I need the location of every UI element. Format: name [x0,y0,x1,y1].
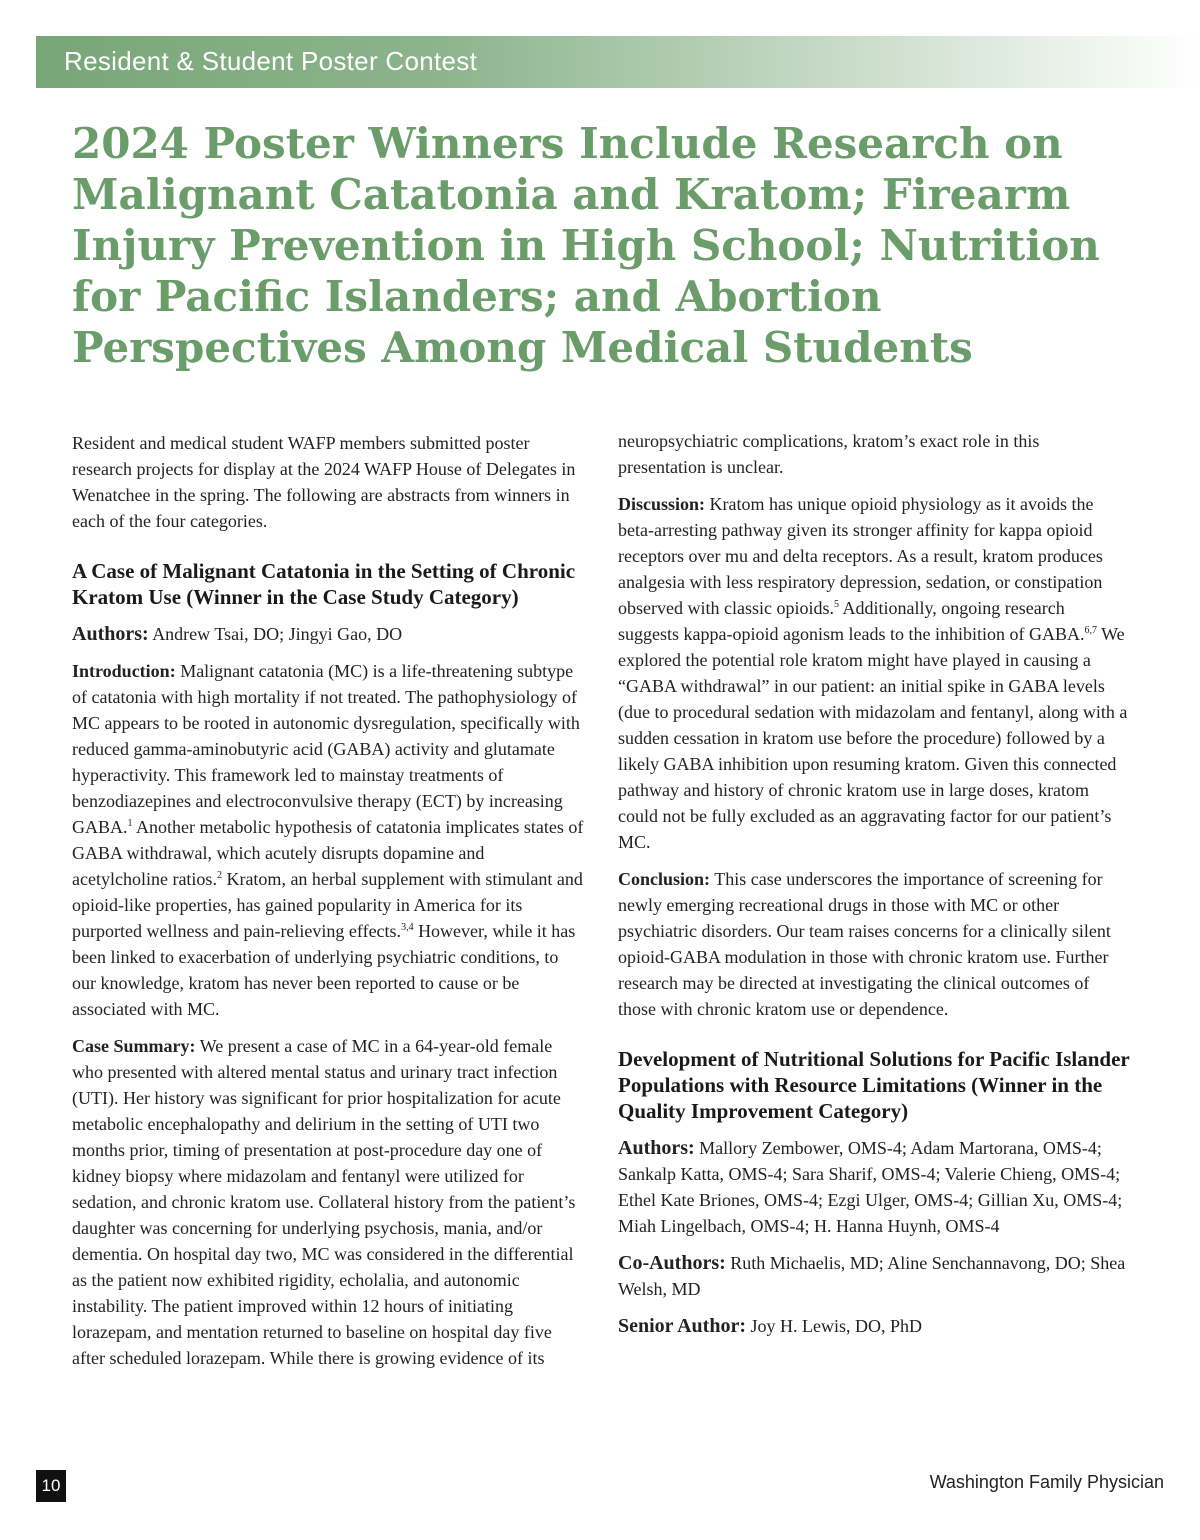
page-number: 10 [36,1470,66,1502]
article2-title: Development of Nutritional Solutions for Pacific Islander Populations with Resource Limitations (Winner in the Quality Improvement Category) [618,1047,1130,1123]
article2-senior-author: Senior Author: Joy H. Lewis, DO, PhD [618,1315,922,1337]
article2-coauthors: Co-Authors: Ruth Michaelis, MD; Aline Senchannavong, DO; Shea Welsh, MD [618,1252,1126,1299]
right-column [618,428,1130,1350]
article2-authors: Authors: Mallory Zembower, OMS-4; Adam Martorana, OMS-4; Sankalp Katta, OMS-4; Sara Sharif, OMS-4; Valerie Chieng, OMS-4; Ethel Kate Briones, OMS-4; Ezgi Ulger, OMS-4; Gillian Xu, OMS-4; Miah Lingelbach, OMS-4; H. Hanna Huynh, OMS-4 [618,1137,1123,1236]
article1-conclusion: Conclusion: This case underscores the importance of screening for newly emerging recreational drugs in those with MC or other psychiatric disorders. Our team raises concerns for a clinically silent opioid-GABA modulation in those with chronic kratom use. Further research may be directed at investigating the clinical outcomes of those with chronic kratom use or dependence. [618,869,1111,1019]
article1-case-continued: neuropsychiatric complications, kratom’s exact role in this presentation is unclear. [618,431,1040,477]
intro-paragraph: Resident and medical student WAFP members submitted poster research projects for display at the 2024 WAFP House of Delegates in Wenatchee in the spring. The following are abstracts from winners in each of the four categories. [72,433,576,531]
left-column [72,430,584,1382]
article1-discussion: Discussion: Kratom has unique opioid physiology as it avoids the beta-arresting pathway given its stronger affinity for kappa opioid receptors over mu and delta receptors. As a result, kratom produces analgesia with less respiratory depression, sedation, or constipation observed with classic opioids.$^5$ Additionally, ongoing research suggests kappa-opioid agonism leads to the inhibition of GABA.$^{6,7}$ We explored the potential role kratom might have played in causing a “GABA withdrawal” in our patient: an initial spike in GABA levels (due to procedural sedation with midazolam and fentanyl, along with a sudden cessation in kratom use before the procedure) followed by a likely GABA inhibition upon resuming kratom. Given this connected pathway and history of chronic kratom use in large doses, kratom could not be fully excluded as an aggravating factor for our patient’s MC. [618,494,1128,852]
article1-authors: Authors: Andrew Tsai, DO; Jingyi Gao, DO [72,623,403,645]
article1-title: A Case of Malignant Catatonia in the Setting of Chronic Kratom Use (Winner in the Case Study Category) [72,559,576,609]
article1-case-summary: Case Summary: We present a case of MC in a 64-year-old female who presented with altered mental status and urinary tract infection (UTI). Her history was significant for prior hospitalization for acute metabolic encephalopathy and delirium in the setting of UTI two months prior, timing of presentation at post-procedure day one of kidney biopsy where midazolam and fentanyl were utilized for sedation, and chronic kratom use. Collateral history from the patient’s daughter was concerning for underlying psychosis, mania, and/or dementia. On hospital day two, MC was considered in the differential as the patient now exhibited rigidity, echolalia, and autonomic instability. The patient improved within 12 hours of initiating lorazepam, and mentation returned to baseline on hospital day five after scheduled lorazepam. While there is growing evidence of its [72,1036,576,1368]
publication-name: Washington Family Physician [929,1472,1164,1492]
section-label: Resident & Student Poster Contest [64,46,478,76]
page-headline: 2024 Poster Winners Include Research on Malignant Catatonia and Kratom; Firearm Injury Prevention in High School; Nutrition for Pacific Islanders; and Abortion Perspectives Among Medical Students [72,119,1100,372]
article1-introduction: Introduction: Malignant catatonia (MC) is a life-threatening subtype of catatonia with high mortality if not treated. The pathophysiology of MC appears to be rooted in autonomic dysregulation, specifically with reduced gamma-aminobutyric acid (GABA) activity and glutamate hyperactivity. This framework led to mainstay treatments of benzodiazepines and electroconvulsive therapy (ECT) by increasing GABA.$^1$ Another metabolic hypothesis of catatonia implicates states of GABA withdrawal, which acutely disrupts dopamine and acetylcholine ratios.$^2$ Kratom, an herbal supplement with stimulant and opioid-like properties, has gained popularity in America for its purported wellness and pain-relieving effects.$^{3,4}$ However, while it has been linked to exacerbation of underlying psychiatric conditions, to our knowledge, kratom has never been reported to cause or be associated with MC. [72,661,584,1019]
section-banner [36,36,1200,88]
